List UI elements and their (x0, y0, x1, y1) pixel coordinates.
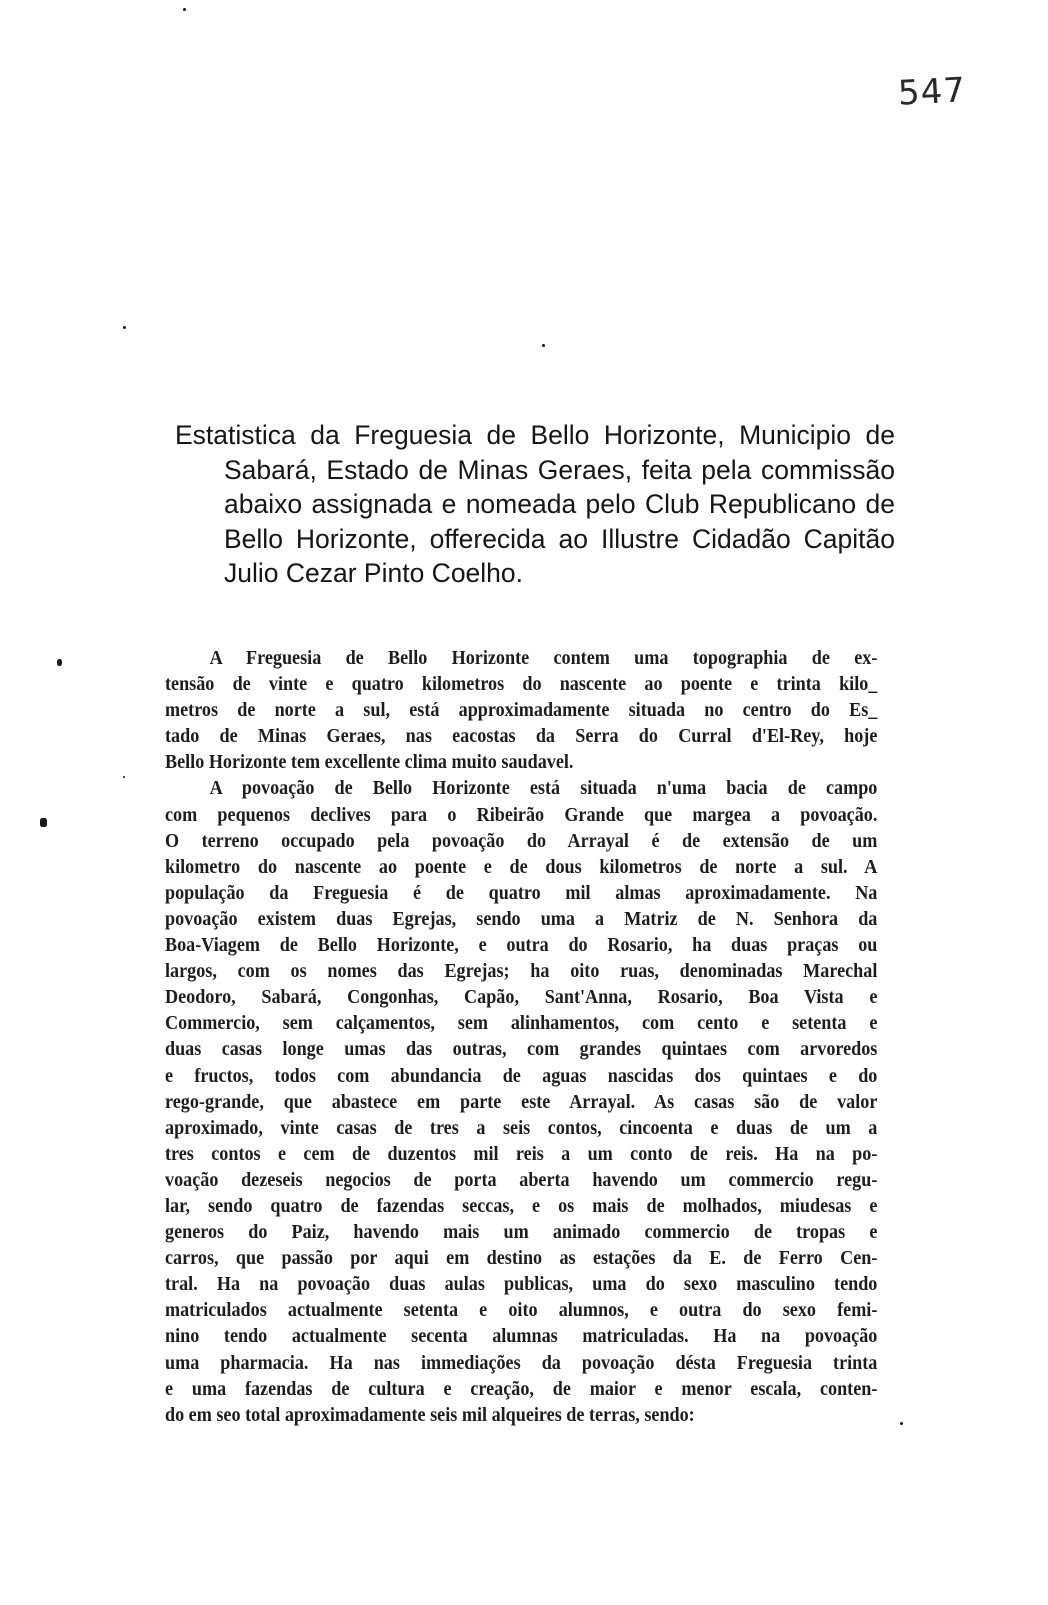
body-line: lar, sendo quatro de fazendas seccas, e os mais de molhados, miudesas e (165, 1195, 878, 1217)
body-line: tado de Minas Geraes, nas eacostas da Serra do Curral d'El-Rey, hoje (165, 726, 878, 748)
scan-speck (900, 1422, 903, 1425)
body-line: com pequenos declives para o Ribeirão Grande que margea a povoação. (165, 804, 878, 826)
title-line: abaixo assignada e nomeada pelo Club Republicano de (224, 489, 895, 519)
body-line: tensão de vinte e quatro kilometros do nascente ao poente e trinta kilo_ (165, 674, 878, 696)
body-line: uma pharmacia. Ha nas immediações da povoação désta Freguesia trinta (165, 1352, 878, 1374)
document-title (175, 418, 895, 591)
body-line: nino tendo actualmente secenta alumnas matriculadas. Ha na povoação (165, 1326, 878, 1348)
scan-speck (183, 8, 186, 11)
body-line: Boa-Viagem de Bello Horizonte, e outra do Rosario, ha duas praças ou (165, 935, 878, 957)
scan-speck (123, 776, 125, 778)
title-line: Estatistica da Freguesia de Bello Horizonte, Municipio de (175, 420, 895, 450)
body-line: metros de norte a sul, está approximadamente situada no centro do Es_ (165, 700, 878, 722)
scan-speck (57, 659, 62, 666)
body-line: carros, que passão por aqui em destino as estações da E. de Ferro Cen- (165, 1248, 878, 1270)
body-line: kilometro do nascente ao poente e de dous kilometros de norte a sul. A (165, 856, 878, 878)
body-line: e uma fazendas de cultura e creação, de maior e menor escala, conten- (165, 1378, 878, 1400)
page-number: 547 (896, 70, 967, 114)
title-line: Julio Cezar Pinto Coelho. (224, 558, 524, 588)
body-line: tral. Ha na povoação duas aulas publicas, uma do sexo masculino tendo (165, 1274, 878, 1296)
body-line: matriculados actualmente setenta e oito alumnos, e outra do sexo femi- (165, 1300, 878, 1322)
scan-speck (123, 326, 126, 329)
body-line: do em seo total aproximadamente seis mil alqueires de terras, sendo: (165, 1404, 695, 1426)
title-line: Sabará, Estado de Minas Geraes, feita pela commissão (224, 454, 895, 485)
body-line: Deodoro, Sabará, Congonhas, Capão, Sant'Anna, Rosario, Boa Vista e (165, 987, 878, 1009)
body-line: povoação existem duas Egrejas, sendo uma a Matriz de N. Senhora da (165, 908, 878, 930)
body-line: aproximado, vinte casas de tres a seis contos, cincoenta e duas de um a (165, 1117, 878, 1139)
body-line: rego-grande, que abastece em parte este Arrayal. As casas são de valor (165, 1091, 878, 1113)
scan-speck (542, 344, 545, 347)
body-line: largos, com os nomes das Egrejas; ha oito ruas, denominadas Marechal (165, 961, 878, 983)
body-line: Commercio, sem calçamentos, sem alinhamentos, com cento e setenta e (165, 1013, 878, 1035)
body-line: generos do Paiz, havendo mais um animado commercio de tropas e (165, 1222, 878, 1244)
body-line: voação dezeseis negocios de porta aberta havendo um commercio regu- (165, 1169, 878, 1191)
scan-speck (40, 818, 47, 827)
body-line: e fructos, todos com abundancia de aguas nascidas dos quintaes e do (165, 1065, 878, 1087)
body-line: população da Freguesia é de quatro mil almas aproximadamente. Na (165, 882, 878, 904)
body-line: tres contos e cem de duzentos mil reis a um conto de reis. Ha na po- (165, 1143, 878, 1165)
body-line: duas casas longe umas das outras, com grandes quintaes com arvoredos (165, 1039, 878, 1061)
title-line: Bello Horizonte, offerecida ao Illustre Cidadão Capitão (224, 523, 895, 554)
body-line: O terreno occupado pela povoação do Arrayal é de extensão de um (165, 830, 878, 852)
body-line: Bello Horizonte tem excellente clima muito saudavel. (165, 752, 574, 774)
body-line: A povoação de Bello Horizonte está situada n'uma bacia de campo (209, 778, 878, 800)
body-line: A Freguesia de Bello Horizonte contem uma topographia de ex- (209, 648, 878, 669)
body-text (165, 646, 877, 1429)
